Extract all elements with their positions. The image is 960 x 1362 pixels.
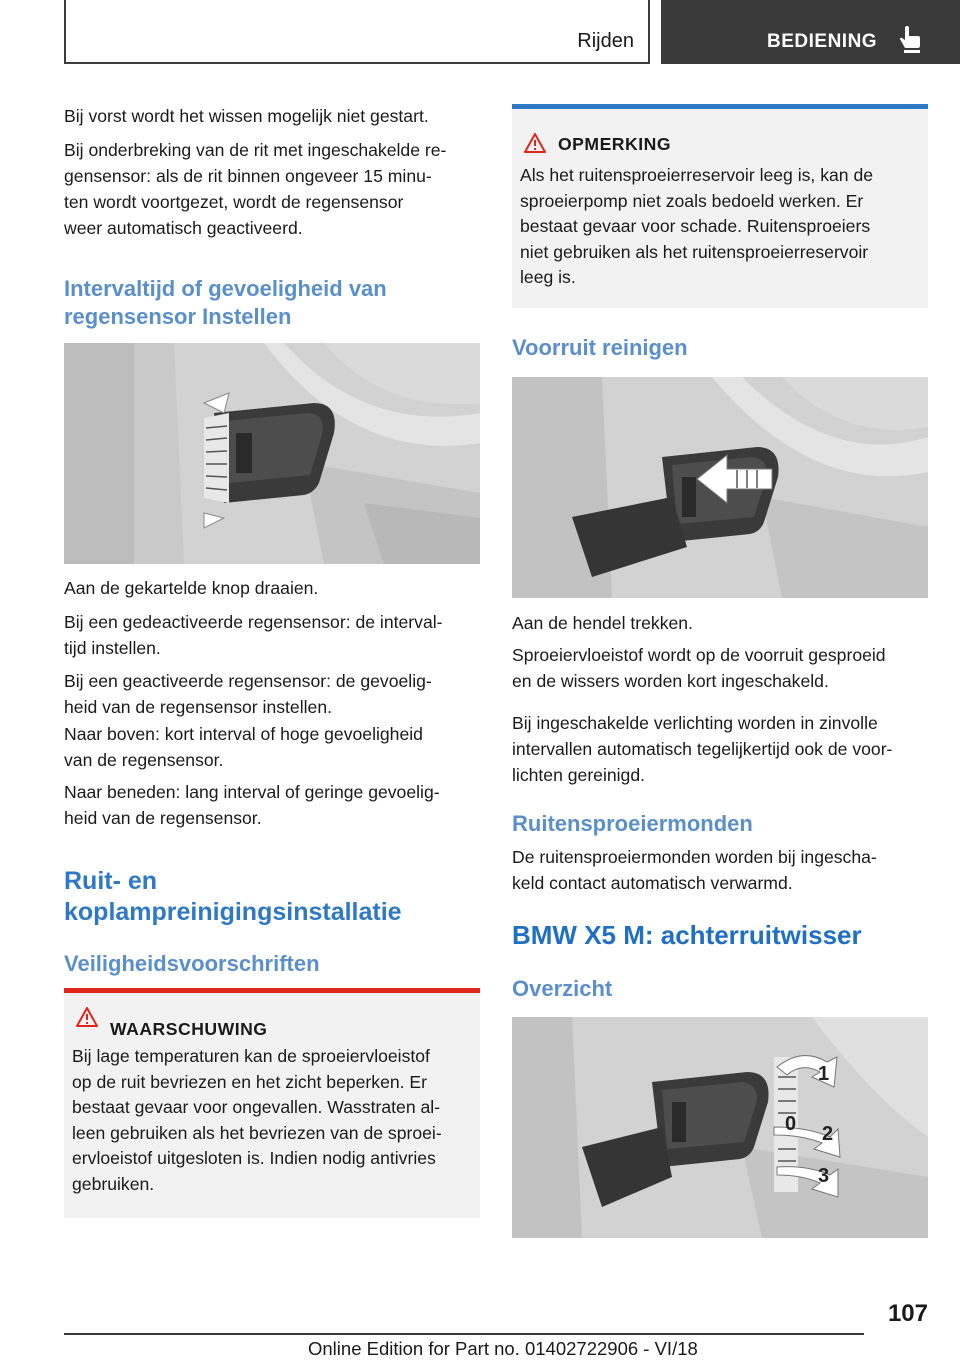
text-line: gensensor: als de rit binnen ongeveer 15 minu- [64,166,432,186]
heading-line: regensensor Instellen [64,304,292,329]
warning-body [72,1044,472,1197]
text-line: sproeierpomp niet zoals bedoeld werken. Er [520,190,864,211]
warning-bar [64,988,480,993]
header-chapter-tab [661,0,960,64]
callout-1: 1 [818,1063,830,1085]
header-section-box [64,0,650,64]
text-line: Bij lage temperaturen kan de sproeiervloeistof [72,1046,430,1066]
heading-interval [64,275,484,331]
text-line: bestaat gevaar voor schade. Ruitensproeiers [520,216,871,236]
heading-overview: Overzicht [512,976,613,1001]
text-line: lichten gereinigd. [512,765,646,785]
text-up [64,721,484,773]
text-turn-knob: Aan de gekartelde knop draaien. [64,578,319,598]
warning-box [64,988,480,1218]
text-line: ervloeistof uitgesloten is. Indien nodig antivries [72,1148,436,1168]
warning-title: WAARSCHUWING [110,1019,268,1039]
text-deactivated [64,609,484,661]
notice-body [520,163,920,291]
page-number: 107 [887,1300,928,1327]
illustration-knurled-knob [64,343,480,564]
heading-cleaning-system [64,866,484,928]
text-line: Naar boven: kort interval of hoge gevoeligheid [64,724,423,744]
heading-line: Ruit- en [64,867,158,895]
text-headlights [512,710,932,788]
footer-edition: Online Edition for Part no. 01402722906 - VI/18 [308,1338,698,1359]
footer-rule [64,1333,864,1335]
text-line: Sproeiervloeistof wordt op de voorruit gesproeid [512,645,886,665]
text-activated [64,668,484,720]
notice-bar [512,104,928,109]
illustration-rear-wiper [512,1017,928,1238]
text-line: Als het ruitensproeierreservoir leeg is, kan de [520,165,874,185]
text-line: gebruiken. [72,1173,155,1194]
heading-nozzles: Ruitensproeiermonden [512,811,753,836]
text-line: intervallen automatisch tegelijkertijd ook de voor- [512,739,893,759]
text-line: ten wordt voortgezet, wordt de regensensor [64,192,404,212]
heading-rear-wiper: BMW X5 M: achterruitwisser [512,920,862,950]
text-nozzles [512,844,932,896]
text-line: leen gebruiken als het bevriezen van de sproei- [72,1122,442,1143]
text-interruption [64,137,484,241]
text-line: Bij een gedeactiveerde regensensor: de interval- [64,612,443,632]
text-line: niet gebruiken als het ruitensproeierreservoir [520,241,869,262]
warning-triangle-icon [524,133,546,153]
notice-box [512,104,928,308]
illustration-pull-lever [512,377,928,598]
heading-safety: Veiligheidsvoorschriften [64,951,320,976]
text-pull-lever: Aan de hendel trekken. [512,613,693,633]
text-line: bestaat gevaar voor ongevallen. Wasstraten al- [72,1097,441,1117]
text-line: leeg is. [520,267,576,287]
text-line: De ruitensproeiermonden worden bij ingescha- [512,847,877,867]
text-line: Naar beneden: lang interval of geringe gevoelig- [64,782,440,802]
pointing-hand-icon [899,26,923,54]
text-line: heid van de regensensor instellen. [64,697,332,717]
text-line: Bij een geactiveerde regensensor: de gevoelig- [64,671,432,691]
text-line: tijd instellen. [64,638,161,658]
text-line: keld contact automatisch verwarmd. [512,873,793,893]
text-line: weer automatisch geactiveerd. [64,218,303,238]
heading-windscreen: Voorruit reinigen [512,335,688,360]
callout-0: 0 [785,1113,797,1135]
warning-triangle-icon [76,1007,98,1027]
text-frost-note: Bij vorst wordt het wissen mogelijk niet gestart. [64,106,429,126]
text-spray [512,642,932,694]
notice-title: OPMERKING [558,134,672,154]
header-chapter-label: BEDIENING [767,31,878,52]
text-line: en de wissers worden kort ingeschakeld. [512,671,829,691]
text-line: op de ruit bevriezen en het zicht beperken. Er [72,1071,428,1092]
text-line: Bij onderbreking van de rit met ingeschakelde re- [64,140,447,160]
header-section-label: Rijden [577,30,634,52]
callout-3: 3 [818,1165,830,1187]
heading-line: koplampreinigingsinstallatie [64,898,402,926]
text-line: van de regensensor. [64,750,224,770]
heading-line: Intervaltijd of gevoeligheid van [64,276,387,301]
text-line: Bij ingeschakelde verlichting worden in zinvolle [512,713,878,733]
callout-2: 2 [822,1123,834,1145]
text-line: heid van de regensensor. [64,808,262,828]
text-down [64,779,484,831]
